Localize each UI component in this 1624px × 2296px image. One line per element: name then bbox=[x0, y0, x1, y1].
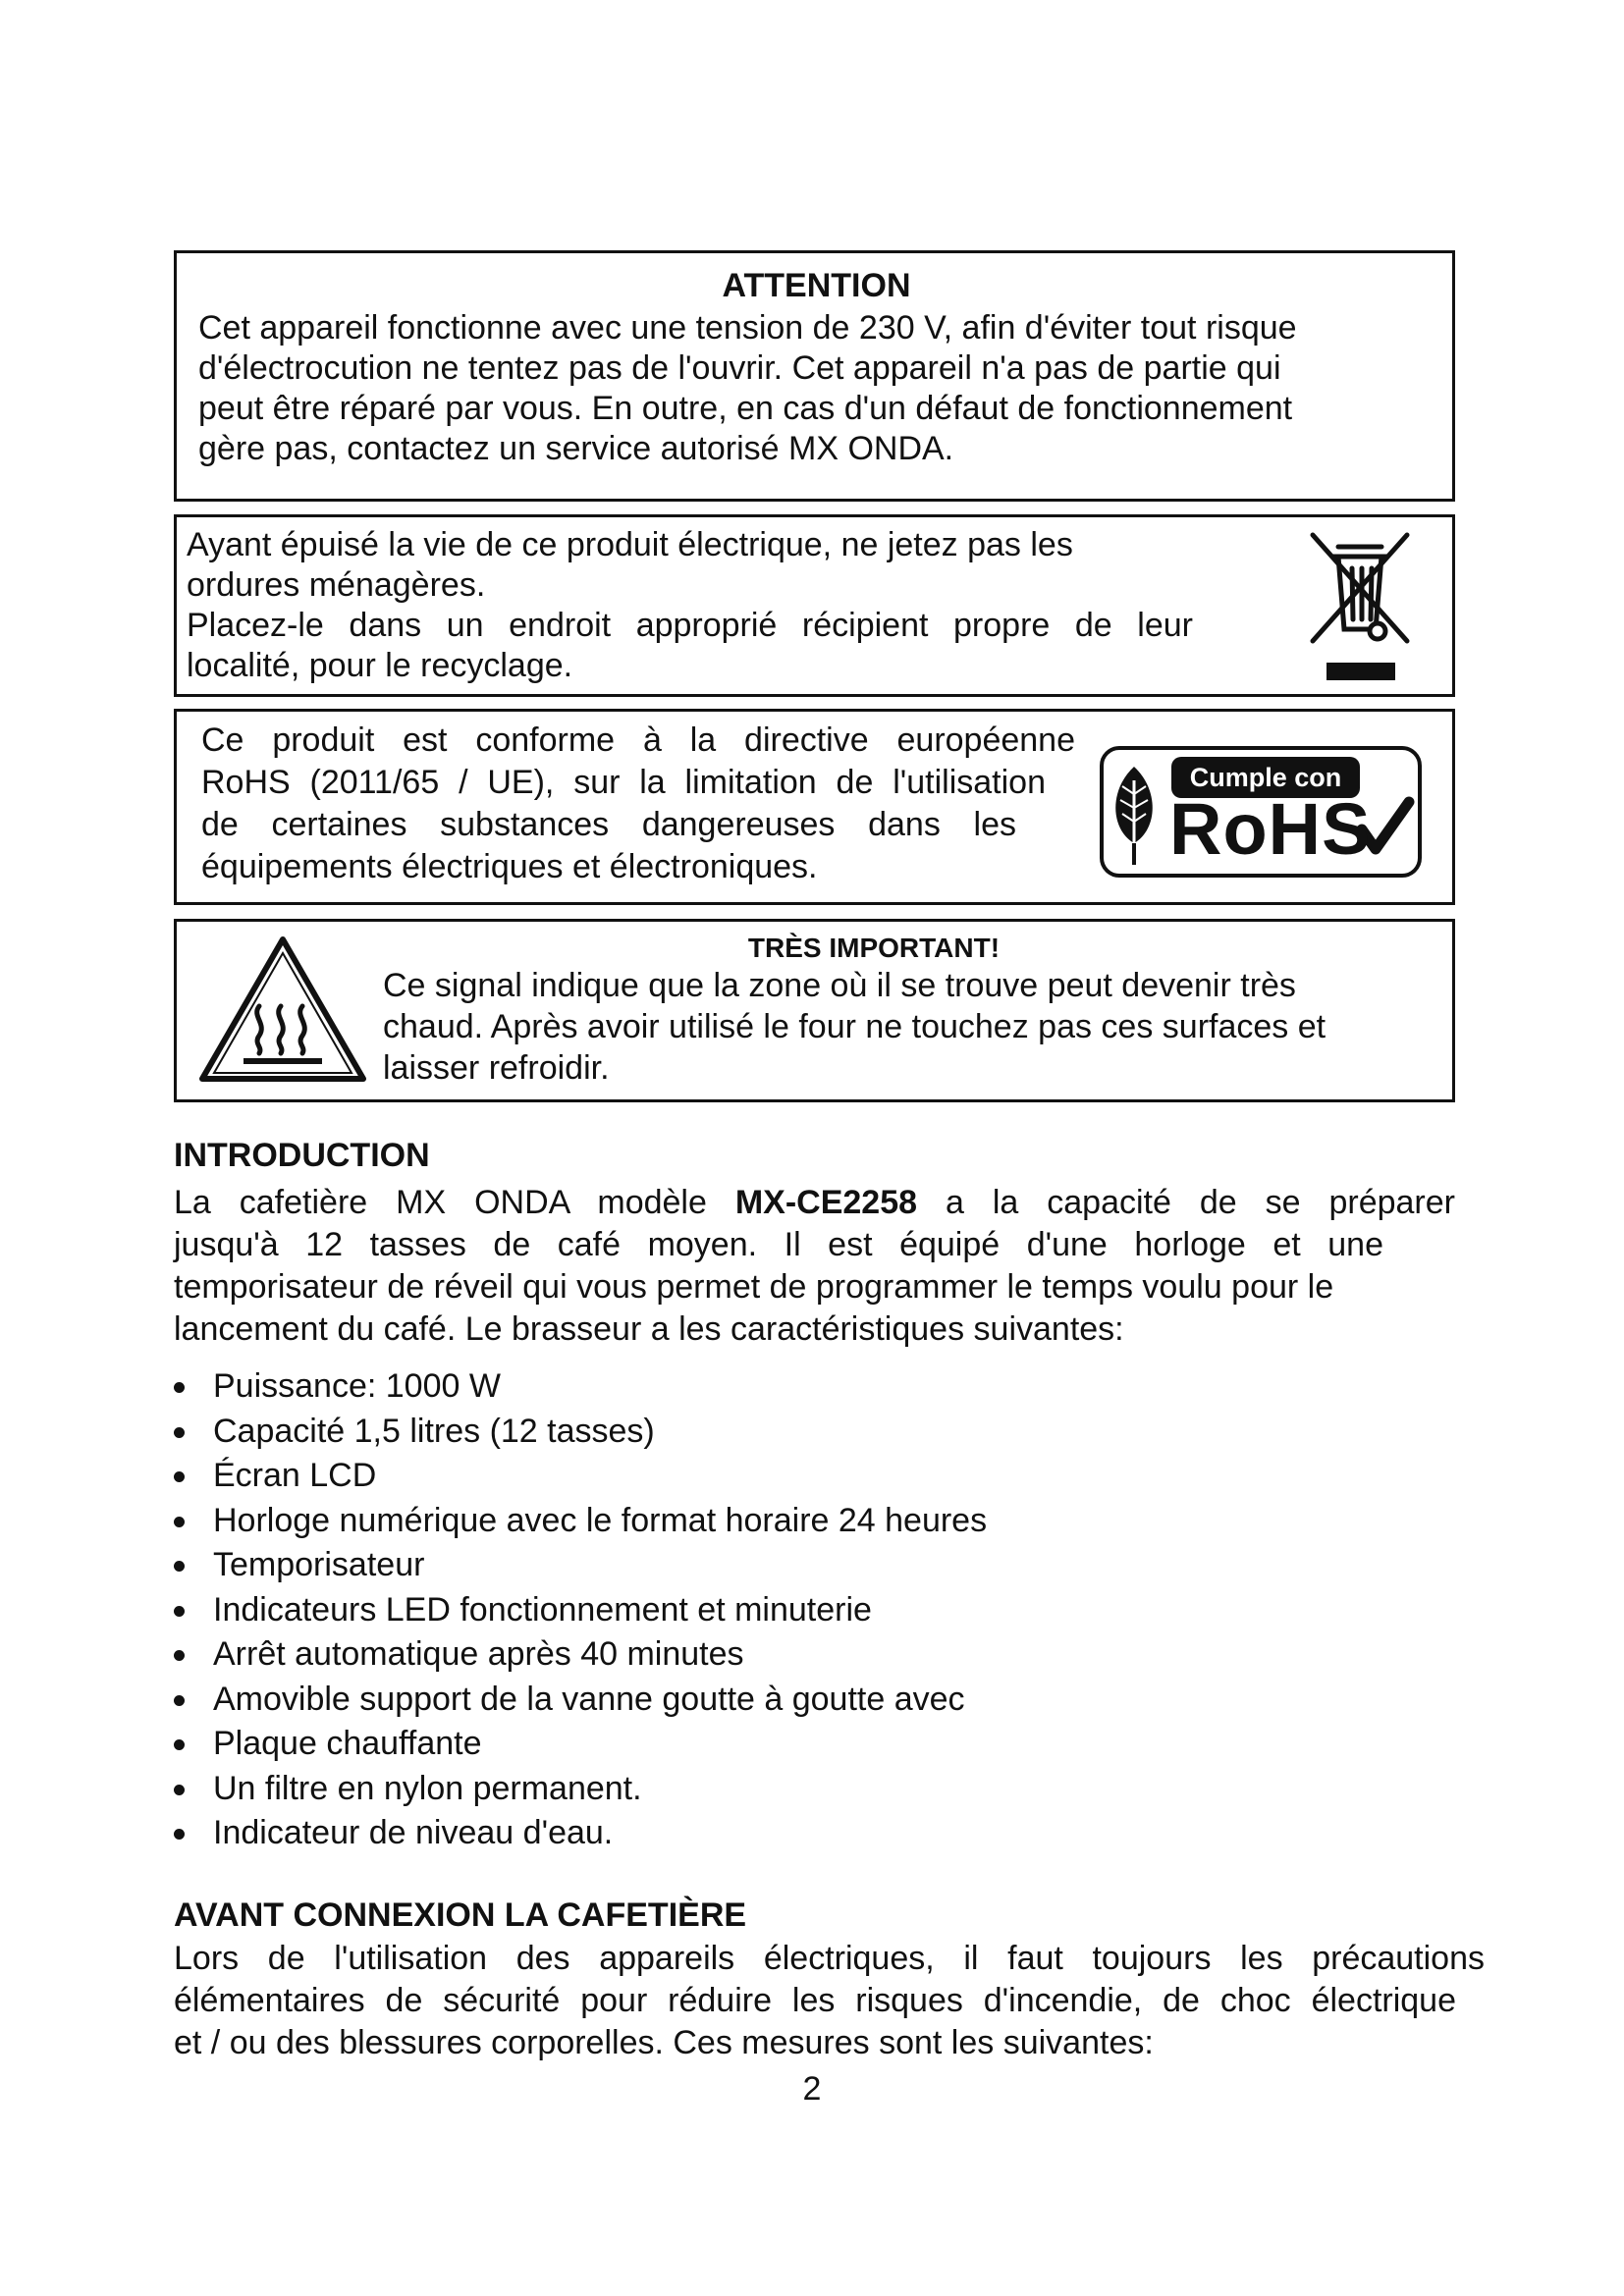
avant-connexion-paragraph bbox=[174, 1938, 1485, 2064]
list-item: Capacité 1,5 litres (12 tasses) bbox=[174, 1410, 987, 1455]
list-item: Puissance: 1000 W bbox=[174, 1364, 987, 1410]
avant-line: élémentaires de sécurité pour réduire les risques d'incendie, de choc électrique bbox=[174, 1982, 1456, 2019]
attention-line: gère pas, contactez un service autorisé MX ONDA. bbox=[198, 430, 954, 467]
attention-text bbox=[198, 308, 1435, 469]
important-title: TRÈS IMPORTANT! bbox=[747, 933, 1001, 963]
introduction-line: lancement du café. Le brasseur a les caractéristiques suivantes: bbox=[174, 1310, 1124, 1348]
rohs-line: Ce produit est conforme à la directive européenne bbox=[201, 721, 1075, 759]
weee-disposal-box bbox=[174, 514, 1455, 697]
important-line: laisser refroidir. bbox=[383, 1049, 610, 1087]
avant-line: et / ou des blessures corporelles. Ces mesures sont les suivantes: bbox=[174, 2024, 1154, 2061]
rohs-compliance-box bbox=[174, 709, 1455, 905]
important-box bbox=[174, 919, 1455, 1102]
important-text bbox=[383, 965, 1443, 1089]
crossed-out-wheelie-bin-icon bbox=[1305, 527, 1415, 684]
introduction-line: temporisateur de réveil qui vous permet de programmer le temps voulu pour le bbox=[174, 1268, 1334, 1306]
weee-line: Placez-le dans un endroit approprié récipient propre de leur bbox=[187, 607, 1193, 644]
introduction-paragraph bbox=[174, 1182, 1455, 1351]
weee-line: ordures ménagères. bbox=[187, 566, 486, 604]
list-item: Temporisateur bbox=[174, 1543, 987, 1588]
introduction-line-prefix: La cafetière MX ONDA modèle bbox=[174, 1184, 735, 1221]
weee-line: localité, pour le recyclage. bbox=[187, 647, 573, 684]
model-number: MX-CE2258 bbox=[734, 1184, 918, 1221]
attention-line: d'électrocution ne tentez pas de l'ouvrir. Cet appareil n'a pas de partie qui bbox=[198, 349, 1281, 387]
rohs-line: équipements électriques et électroniques. bbox=[201, 848, 818, 885]
rohs-line: de certaines substances dangereuses dans les bbox=[201, 806, 1016, 843]
attention-box bbox=[174, 250, 1455, 502]
attention-title: ATTENTION bbox=[722, 267, 911, 304]
introduction-line: jusqu'à 12 tasses de café moyen. Il est équipé d'une horloge et une bbox=[174, 1226, 1383, 1263]
important-line: Ce signal indique que la zone où il se trouve peut devenir très bbox=[383, 967, 1296, 1004]
weee-text bbox=[187, 525, 1404, 686]
rohs-text bbox=[201, 720, 1075, 888]
list-item: Un filtre en nylon permanent. bbox=[174, 1767, 987, 1812]
rohs-line: RoHS (2011/65 / UE), sur la limitation de l'utilisation bbox=[201, 764, 1046, 801]
important-line: chaud. Après avoir utilisé le four ne touchez pas ces surfaces et bbox=[383, 1008, 1326, 1045]
introduction-line-suffix: a la capacité de se préparer bbox=[917, 1184, 1455, 1221]
list-item: Horloge numérique avec le format horaire 24 heures bbox=[174, 1499, 987, 1544]
list-item: Indicateur de niveau d'eau. bbox=[174, 1811, 987, 1856]
hot-surface-warning-icon bbox=[194, 932, 371, 1089]
rohs-logo bbox=[1099, 745, 1423, 879]
attention-line: peut être réparé par vous. En outre, en cas d'un défaut de fonctionnement bbox=[198, 390, 1293, 427]
rohs-logo-text: RoHS bbox=[1169, 788, 1372, 870]
introduction-line bbox=[174, 1182, 1455, 1224]
attention-line: Cet appareil fonctionne avec une tension de 230 V, afin d'éviter tout risque bbox=[198, 309, 1297, 347]
list-item: Amovible support de la vanne goutte à goutte avec bbox=[174, 1678, 987, 1723]
avant-line: Lors de l'utilisation des appareils électriques, il faut toujours les précautions bbox=[174, 1940, 1485, 1977]
page-number: 2 bbox=[802, 2070, 822, 2108]
weee-line: Ayant épuisé la vie de ce produit électrique, ne jetez pas les bbox=[187, 526, 1073, 563]
introduction-heading: INTRODUCTION bbox=[174, 1137, 430, 1174]
list-item: Écran LCD bbox=[174, 1454, 987, 1499]
list-item: Arrêt automatique après 40 minutes bbox=[174, 1632, 987, 1678]
list-item: Plaque chauffante bbox=[174, 1722, 987, 1767]
features-list bbox=[174, 1364, 987, 1856]
rohs-logo-badge: Cumple con bbox=[1171, 757, 1360, 798]
list-item: Indicateurs LED fonctionnement et minuterie bbox=[174, 1588, 987, 1633]
avant-connexion-heading: AVANT CONNEXION LA CAFETIÈRE bbox=[174, 1896, 747, 1934]
